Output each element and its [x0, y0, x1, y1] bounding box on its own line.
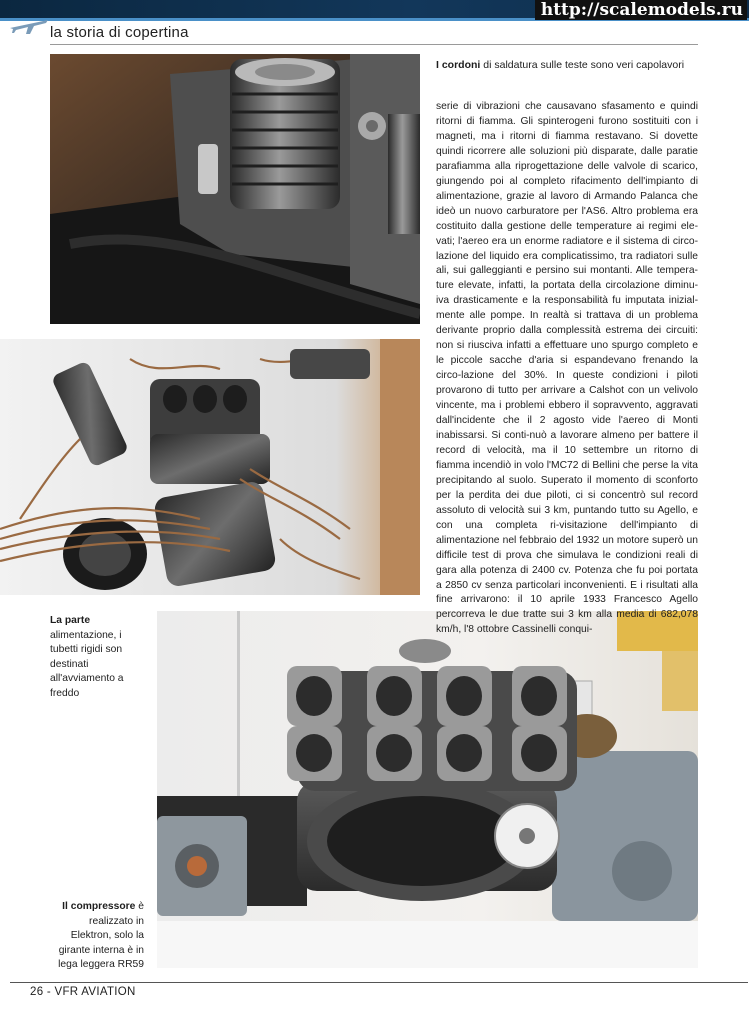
- article-line: tutto per arrivare a Calshot con un velivolo vincente, ma i: [436, 385, 698, 412]
- caption-left-line: all'avviamento a: [50, 673, 124, 684]
- article-line: parafiamma alla riprogettazione delle valvole di scarico,: [436, 160, 698, 172]
- photo-cylinder-heads: [50, 54, 420, 324]
- article-line: quindi ricorrere alle soluzioni più disparate, dalle paratie: [436, 145, 698, 157]
- article-line: ture elevate, infatti, la portata della circolazione diminu-: [436, 280, 698, 292]
- photo-fuel-system: [0, 339, 420, 595]
- footer-rule: [10, 982, 748, 983]
- article-line: ideò un nuovo carburatore per l'AS6. Altro problema era: [436, 205, 698, 217]
- caption-left-line: alimentazione, i: [50, 629, 122, 641]
- article-line: iva drasticamente e la responsabilità fu imputata inizial-: [436, 295, 698, 307]
- photo-compressor: [157, 611, 698, 968]
- watermark-url[interactable]: http://scalemodels.ru: [535, 0, 747, 20]
- article-line: 1933 Francesco Agello percorreva le due tratte sui 3 km: [436, 594, 698, 621]
- caption-compressor: [50, 900, 144, 973]
- article-line: le piccole sacche d'aria si espandevano frenando la circo-: [436, 355, 698, 382]
- article-line: inconvenienti. E i risultati alla fine arrivarono: il 10 aprile: [436, 579, 698, 606]
- airplane-logo-icon: [8, 14, 50, 38]
- caption-left-line: tubetti rigidi son: [50, 644, 123, 655]
- caption-top-text: di saldatura sulle teste sono veri capolavori: [480, 59, 685, 71]
- article-line: non si riusciva infatti a effettuare uno spurgo completo e: [436, 340, 698, 352]
- caption-cylinder-heads: [436, 58, 706, 72]
- article-line: giungendo poi al completo rifacimento dell'impianto di: [436, 175, 698, 187]
- article-line: Superato il momento di sconforto per la perdita dei due: [436, 474, 698, 501]
- article-body: [436, 100, 698, 638]
- article-line: ali, sui galleggianti e persino sui montanti. Alle tempera-: [436, 265, 698, 277]
- caption-bottom-lead-suffix: è: [135, 901, 144, 912]
- article-line: lazione del 30%. In queste condizioni i piloti provarono di: [436, 370, 698, 397]
- article-line: del 1932 un motore superò un difficile test di prova che: [436, 534, 699, 561]
- article-line: 3 km, puntando tutto su Agello, e con una completa ri-: [436, 504, 698, 531]
- article-line: ritorni di fiamma. Gli spinterogeni furono sostituiti con: [436, 115, 696, 127]
- article-line: visitazione dell'impianto di alimentazione nel febbraio: [436, 519, 698, 546]
- article-line: cv. Potenza che fu poi portata a 2850 cv senza particolari: [436, 564, 698, 591]
- article-line: i magneti, ma i ritorni di fiamma restavano. Si dovette: [436, 115, 698, 142]
- caption-fuel-system: [50, 614, 140, 701]
- article-line: ma il 10 settembre un ritorno di fiamma incendiò in volo: [436, 444, 699, 471]
- article-line: piloti, ci si concentrò sul record assoluto di velocità sui: [436, 489, 698, 516]
- article-line: alimentazione, grazie al lavoro di Armando Palanca che: [436, 190, 698, 202]
- section-title: la storia di copertina: [50, 24, 189, 41]
- article-line: derivante proprio dalla complessità estrema dei circuiti:: [436, 325, 698, 337]
- article-line: vati; l'aereo era un enorme radiatore e il sistema di circo-: [436, 235, 698, 247]
- article-line: serie di vibrazioni che causavano sfasamento e quindi: [436, 101, 698, 112]
- caption-bottom-line: lega leggera RR59: [58, 959, 144, 970]
- article-line: l'MC72 di Bellini che perse la vita precipitando al suolo.: [436, 459, 698, 486]
- title-rule: [50, 44, 698, 45]
- caption-bottom-line: Elektron, solo la: [70, 930, 144, 941]
- article-line: costituito dalla gestione delle temperature ai regimi ele-: [436, 220, 698, 232]
- page-footer: 26 - VFR AVIATION: [30, 986, 136, 998]
- article-line: lazione del liquido era complicatissimo, tra radiatori sulle: [436, 250, 698, 262]
- article-paragraph: [436, 100, 698, 638]
- caption-top-lead: I cordoni: [436, 59, 481, 71]
- caption-left-lead: La parte: [50, 615, 91, 626]
- article-line: nuò a lavorare almeno per battere il record di velocità,: [436, 429, 698, 456]
- caption-left-line: destinati: [50, 658, 89, 670]
- caption-bottom-line: realizzato in: [89, 915, 144, 927]
- caption-bottom-line: girante interna è in: [58, 944, 144, 956]
- article-line: simulava le condizioni reali di gara alla potenza di 2400: [436, 549, 698, 576]
- caption-bottom-lead: Il compressore: [62, 901, 136, 912]
- article-line: problemi ebbero il sopravvento, aggravati dall'incidente: [436, 400, 699, 427]
- article-line: alla media di 682,078 km/h, l'8 ottobre Cassinelli conqui-: [436, 609, 698, 636]
- article-line: che il 2 agosto vide l'aereo di Monti inabissarsi. Si conti-: [436, 415, 698, 441]
- caption-left-line: freddo: [50, 687, 80, 699]
- article-line: mente alle pompe. In realtà si trattava di un problema: [436, 310, 698, 322]
